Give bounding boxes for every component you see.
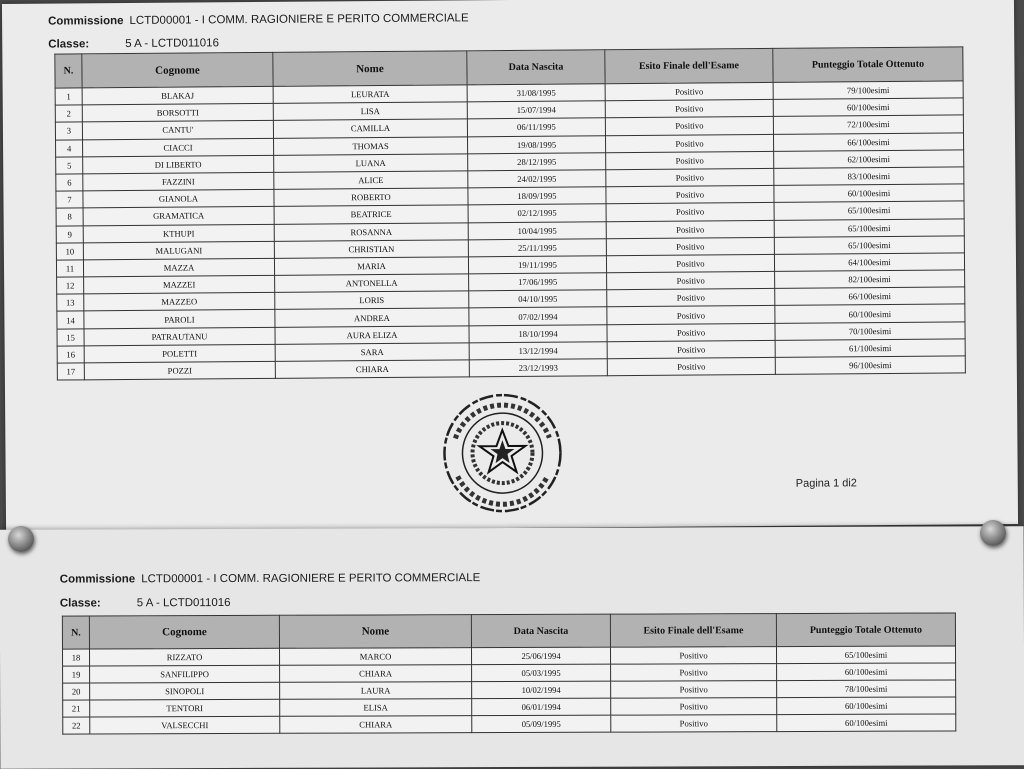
- classe-label: Classe:: [48, 38, 90, 51]
- cell-esito: Positivo: [607, 340, 775, 359]
- cell-punteggio: 65/100esimi: [776, 646, 955, 664]
- cell-nome: BEATRICE: [274, 205, 468, 224]
- col-header-esito: Esito Finale dell'Esame: [610, 614, 776, 648]
- cell-nome: LISA: [273, 102, 467, 121]
- cell-number: 9: [56, 225, 83, 242]
- cell-data-nascita: 15/07/1994: [467, 101, 605, 119]
- cell-punteggio: 72/100esimi: [773, 115, 963, 134]
- col-header-cognome: Cognome: [89, 615, 279, 649]
- cell-data-nascita: 23/12/1993: [469, 359, 607, 377]
- classe-line: [48, 37, 219, 50]
- cell-nome: CHIARA: [280, 716, 472, 734]
- cell-number: 2: [55, 105, 82, 122]
- cell-cognome: CIACCI: [83, 138, 274, 157]
- cell-data-nascita: 06/11/1995: [467, 118, 605, 136]
- cell-esito: Positivo: [605, 134, 773, 153]
- cell-punteggio: 66/100esimi: [775, 287, 965, 306]
- cell-nome: SARA: [275, 343, 469, 362]
- cell-esito: Positivo: [606, 168, 774, 187]
- commissione-value: LCTD00001 - I COMM. RAGIONIERE E PERITO COMMERCIALE: [129, 12, 469, 27]
- cell-punteggio: 70/100esimi: [775, 322, 965, 341]
- cell-cognome: POZZI: [84, 361, 275, 380]
- cell-esito: Positivo: [611, 681, 777, 699]
- cell-nome: LEURATA: [273, 85, 467, 104]
- cell-punteggio: 61/100esimi: [775, 339, 965, 358]
- col-header-nome: Nome: [279, 615, 471, 649]
- cell-esito: Positivo: [607, 289, 775, 308]
- cell-number: 15: [57, 328, 84, 345]
- results-table-page-2: [62, 612, 956, 734]
- cell-number: 22: [63, 717, 90, 734]
- cell-esito: Positivo: [606, 203, 774, 222]
- col-header-number: N.: [55, 54, 82, 88]
- cell-cognome: GIANOLA: [83, 189, 274, 208]
- cell-data-nascita: 31/08/1995: [467, 84, 605, 102]
- results-sheet-page-2: [0, 526, 1024, 769]
- cell-data-nascita: 06/01/1994: [472, 698, 611, 715]
- cell-cognome: VALSECCHI: [90, 716, 280, 734]
- results-table-body-page-1: [55, 81, 965, 380]
- cell-punteggio: 96/100esimi: [775, 356, 965, 375]
- cell-cognome: BORSOTTI: [82, 104, 273, 123]
- cell-number: 18: [63, 649, 90, 666]
- cell-punteggio: 65/100esimi: [774, 236, 964, 255]
- col-header-punteggio: Punteggio Totale Ottenuto: [773, 47, 963, 82]
- commissione-label: Commissione: [48, 15, 124, 28]
- cell-punteggio: 65/100esimi: [774, 218, 964, 237]
- cell-esito: Positivo: [607, 306, 775, 325]
- cell-nome: AURA ELIZA: [275, 325, 469, 344]
- cell-number: 1: [55, 88, 82, 105]
- cell-esito: Positivo: [606, 254, 774, 273]
- cell-nome: ANDREA: [275, 308, 469, 327]
- cell-cognome: SANFILIPPO: [90, 665, 280, 683]
- cell-data-nascita: 10/02/1994: [472, 681, 611, 698]
- col-header-punteggio: Punteggio Totale Ottenuto: [776, 613, 955, 647]
- commissione-value: LCTD00001 - I COMM. RAGIONIERE E PERITO COMMERCIALE: [141, 572, 481, 586]
- classe-line: [60, 597, 231, 610]
- cell-cognome: FAZZINI: [83, 172, 274, 191]
- cell-data-nascita: 18/10/1994: [469, 324, 607, 342]
- cell-number: 7: [56, 191, 83, 208]
- cell-nome: MARCO: [280, 648, 472, 666]
- cell-cognome: SINOPOLI: [90, 682, 280, 700]
- cell-cognome: TENTORI: [90, 699, 280, 717]
- cell-punteggio: 60/100esimi: [775, 304, 965, 323]
- cell-esito: Positivo: [605, 82, 773, 101]
- cell-nome: LORIS: [275, 291, 469, 310]
- cell-cognome: PAROLI: [84, 310, 275, 329]
- cell-nome: ALICE: [274, 171, 468, 190]
- cell-number: 21: [63, 700, 90, 717]
- cell-cognome: GRAMATICA: [83, 207, 274, 226]
- cell-cognome: RIZZATO: [90, 648, 280, 666]
- cell-esito: Positivo: [605, 117, 773, 136]
- cell-esito: Positivo: [610, 647, 776, 665]
- cell-number: 3: [55, 122, 82, 139]
- cell-data-nascita: 28/12/1995: [468, 152, 606, 170]
- cell-esito: Positivo: [607, 323, 775, 342]
- cell-nome: CAMILLA: [273, 119, 467, 138]
- cell-esito: Positivo: [607, 271, 775, 290]
- commissione-label: Commissione: [59, 573, 136, 586]
- cell-cognome: POLETTI: [84, 344, 275, 363]
- cell-data-nascita: 02/12/1995: [468, 204, 606, 222]
- cell-punteggio: 62/100esimi: [774, 150, 964, 169]
- cell-nome: CHRISTIAN: [274, 240, 468, 259]
- col-header-number: N.: [62, 616, 89, 649]
- cell-data-nascita: 25/06/1994: [472, 647, 611, 664]
- cell-punteggio: 82/100esimi: [775, 270, 965, 289]
- cell-punteggio: 64/100esimi: [774, 253, 964, 272]
- cell-number: 12: [57, 277, 84, 294]
- classe-value: 5 A - LCTD011016: [136, 596, 231, 610]
- cell-data-nascita: 17/06/1995: [469, 273, 607, 291]
- cell-number: 4: [56, 139, 83, 156]
- cell-number: 5: [56, 157, 83, 174]
- col-header-cognome: Cognome: [82, 52, 273, 87]
- cell-nome: ROSANNA: [274, 222, 468, 241]
- cell-number: 19: [63, 666, 90, 683]
- cell-number: 13: [57, 294, 84, 311]
- cell-punteggio: 60/100esimi: [777, 697, 956, 715]
- cell-esito: Positivo: [611, 715, 777, 733]
- cell-data-nascita: 18/09/1995: [468, 187, 606, 205]
- cell-data-nascita: 24/02/1995: [468, 170, 606, 188]
- cell-nome: ANTONELLA: [275, 274, 469, 293]
- cell-number: 8: [56, 208, 83, 225]
- cell-punteggio: 83/100esimi: [774, 167, 964, 186]
- classe-value: 5 A - LCTD011016: [125, 37, 219, 51]
- cell-cognome: MAZZEO: [84, 293, 275, 312]
- commissione-line: [48, 12, 469, 27]
- col-header-data-nascita: Data Nascita: [467, 50, 605, 85]
- classe-label: Classe:: [59, 597, 101, 610]
- cell-esito: Positivo: [606, 186, 774, 205]
- cell-data-nascita: 19/11/1995: [468, 256, 606, 274]
- cell-number: 17: [57, 363, 84, 380]
- cell-cognome: MAZZEI: [84, 275, 275, 294]
- cell-punteggio: 66/100esimi: [773, 132, 963, 151]
- commissione-line: [60, 572, 481, 585]
- cell-data-nascita: 10/04/1995: [468, 221, 606, 239]
- pushpin-left: [8, 526, 34, 552]
- cell-data-nascita: 04/10/1995: [469, 290, 607, 308]
- cell-esito: Positivo: [611, 664, 777, 682]
- cell-punteggio: 79/100esimi: [773, 81, 963, 100]
- col-header-nome: Nome: [273, 51, 467, 87]
- cell-cognome: BLAKAJ: [82, 86, 273, 105]
- cell-punteggio: 60/100esimi: [777, 714, 956, 732]
- cell-cognome: DI LIBERTO: [83, 155, 274, 174]
- table-header-row: [62, 613, 955, 649]
- cell-cognome: PATRAUTANU: [84, 327, 275, 346]
- cell-number: 14: [57, 311, 84, 328]
- cell-esito: Positivo: [605, 100, 773, 119]
- cell-punteggio: 60/100esimi: [777, 663, 956, 681]
- cell-number: 11: [56, 260, 83, 277]
- col-header-data-nascita: Data Nascita: [471, 614, 610, 647]
- cell-number: 6: [56, 174, 83, 191]
- cell-punteggio: 60/100esimi: [773, 98, 963, 117]
- cell-nome: THOMAS: [274, 136, 468, 155]
- cell-punteggio: 60/100esimi: [774, 184, 964, 203]
- cell-esito: Positivo: [607, 357, 775, 376]
- cell-number: 20: [63, 683, 90, 700]
- cell-data-nascita: 07/02/1994: [469, 307, 607, 325]
- cell-nome: CHIARA: [275, 360, 469, 379]
- cell-esito: Positivo: [606, 151, 774, 170]
- table-row: [63, 714, 956, 734]
- results-table-page-1: [54, 46, 966, 380]
- cell-cognome: MALUGANI: [83, 241, 274, 260]
- pushpin-right: [980, 520, 1006, 546]
- cell-punteggio: 78/100esimi: [777, 680, 956, 698]
- cell-cognome: CANTU': [82, 121, 273, 140]
- cell-data-nascita: 19/08/1995: [467, 135, 605, 153]
- cell-data-nascita: 13/12/1994: [469, 342, 607, 360]
- cell-esito: Positivo: [611, 698, 777, 716]
- cell-data-nascita: 05/09/1995: [472, 715, 611, 732]
- cell-nome: LAURA: [280, 682, 472, 700]
- cell-nome: MARIA: [274, 257, 468, 276]
- col-header-esito: Esito Finale dell'Esame: [605, 48, 773, 83]
- cell-nome: CHIARA: [280, 665, 472, 683]
- cell-cognome: KTHUPI: [83, 224, 274, 243]
- cell-nome: ROBERTO: [274, 188, 468, 207]
- cell-nome: ELISA: [280, 699, 472, 717]
- cell-esito: Positivo: [606, 237, 774, 256]
- cell-number: 10: [56, 243, 83, 260]
- cell-nome: LUANA: [274, 154, 468, 173]
- cell-esito: Positivo: [606, 220, 774, 239]
- results-table-body-page-2: [63, 646, 956, 734]
- cell-punteggio: 65/100esimi: [774, 201, 964, 220]
- cell-cognome: MAZZA: [83, 258, 274, 277]
- page-number: Pagina 1 di2: [795, 477, 857, 490]
- cell-data-nascita: 05/03/1995: [472, 664, 611, 681]
- results-sheet-page-1: [2, 0, 1018, 532]
- cell-number: 16: [57, 346, 84, 363]
- school-seal-stamp: [437, 388, 568, 519]
- cell-data-nascita: 25/11/1995: [468, 238, 606, 256]
